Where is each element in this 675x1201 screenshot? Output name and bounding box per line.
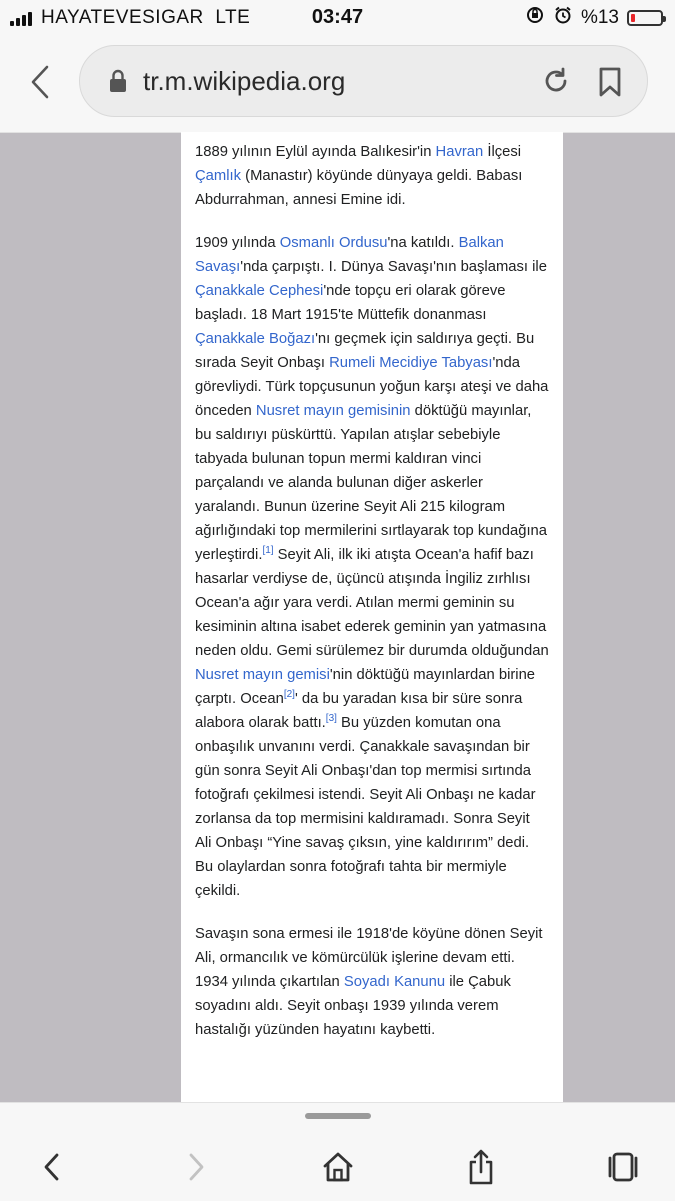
home-button[interactable] [318,1147,358,1187]
text-run: 'nin döktüğü mayınlardan birine çarptı. Ocean [195,667,536,707]
link-nusret-mayin-gemisinin[interactable]: Nusret mayın gemisinin [255,403,411,419]
drag-handle[interactable] [305,1113,371,1119]
chevron-left-icon [42,1152,62,1182]
link-canakkale-cephesi[interactable]: Çanakkale Cephesi [195,283,324,299]
alarm-icon [553,5,573,30]
status-time: 03:47 [311,6,364,28]
text-run: 'nde topçu eri olarak göreve başladı. 18 Mart 1915'te Müttefik donanması [195,283,506,323]
carrier-name: HAYATEVESIGAR [41,7,204,28]
network-type: LTE [215,7,251,28]
link-rumeli-mecidiye-tabyasi[interactable]: Rumeli Mecidiye Tabyası [329,355,493,371]
share-icon [466,1148,496,1186]
link-balkan-savasi[interactable]: Balkan Savaşı [195,235,504,275]
reference-1[interactable]: [1] [262,545,274,557]
nav-back-button[interactable] [32,1147,72,1187]
address-bar[interactable] [79,45,648,117]
reference-2[interactable]: [2] [283,689,295,701]
reload-icon[interactable] [541,66,571,101]
chevron-right-icon [186,1152,206,1182]
text-run: İlçesi [483,144,522,160]
link-canakkale-bogazi[interactable]: Çanakkale Boğazı [195,331,316,347]
text-run: (Manastır) köyünde dünyaya geldi. Babası Abdurrahman, annesi Emine idi. [195,168,523,208]
share-button[interactable] [461,1147,501,1187]
article-paragraph-later-life [181,922,563,1042]
tabs-button[interactable] [603,1147,643,1187]
tabs-icon [605,1151,641,1183]
orientation-lock-icon [525,5,545,30]
bookmark-icon[interactable] [597,66,623,103]
article-paragraph-war [181,231,563,903]
status-bar [0,0,675,40]
article-content [181,132,563,1102]
link-camlik[interactable]: Çamlık [195,168,242,184]
link-soyadi-kanunu[interactable]: Soyadı Kanunu [343,974,446,990]
text-run: 'nda görevliydi. Türk topçusunun yoğun karşı ateşi ve daha önceden [195,355,549,419]
text-run: Seyit Ali, ilk iki atışta Ocean'a hafif bazı hasarlar verdiyse de, üçüncü atışında İngiliz zırhlısı Ocean'a ağır yara verdi. Atılan mermi geminin su kesiminin altına isabet ederek geminin yan yatmasına neden oldu. Gemi sürülemez bir durumda olduğundan [195,547,549,659]
reference-3[interactable]: [3] [325,713,337,725]
battery-level-fill [631,14,635,22]
text-run: 1889 yılının Eylül ayında Balıkesir'in [195,144,436,160]
status-right-group [525,5,663,30]
text-run: 'nda çarpıştı. I. Dünya Savaşı'nın başlaması ile [240,259,547,275]
chevron-left-icon [29,64,51,100]
lock-icon [108,68,128,99]
text-run: ' da bu yaradan kısa bir süre sonra alabora olarak battı. [195,691,523,731]
link-havran[interactable]: Havran [435,144,484,160]
battery-icon [627,10,663,26]
url-text[interactable]: tr.m.wikipedia.org [143,66,346,96]
link-nusret-mayin-gemisi[interactable]: Nusret mayın gemisi [195,667,330,683]
link-osmanli-ordusu[interactable]: Osmanlı Ordusu [279,235,388,251]
text-run: döktüğü mayınlar, bu saldırıyı püskürttü. Yapılan atışlar sebebiyle tabyada bulunan topun mermi kaldıran vinci parçalandı ve alanda bulunan diğer askerler yaralandı. Bunun üzerine Seyit Ali 215 kilogram ağırlığındaki top mermilerini sırtlayarak top kundağına yerleştirdi. [195,403,548,563]
text-run: 'na katıldı. [387,235,459,251]
browser-bottom-bar [0,1102,675,1201]
text-run: Savaşın sona ermesi ile 1918'de köyüne dönen Seyit Ali, ormancılık ve kömürcülük işlerine devam etti. 1934 yılında çıkartılan [195,926,543,990]
article-paragraph-birth [181,140,563,212]
nav-forward-button[interactable] [176,1147,216,1187]
text-run: ile Çabuk soyadını aldı. Seyit onbaşı 1939 yılında verem hastalığı yüzünden hayatını kaybetti. [195,974,511,1038]
browser-toolbar [0,40,675,133]
text-run: Bu yüzden komutan ona onbaşılık unvanını verdi. Çanakkale savaşından bir gün sonra Seyit Ali Onbaşı'dan top mermisi sırtında fotoğrafı çekilmesi istendi. Seyit Ali Onbaşı ne kadar zorlansa da top mermisini kaldıramadı. Sonra Seyit Ali Onbaşı “Yine savaş çıksın, yine kaldırırım” dedi. Bu olaylardan sonra fotoğrafı tahta bir mermiyle çekildi. [195,715,536,899]
home-icon [321,1151,355,1183]
text-run: 'nı geçmek için saldırıya geçti. Bu sırada Seyit Onbaşı [195,331,535,371]
battery-percent: %13 [580,6,619,28]
address-bar-back-button[interactable] [24,62,56,102]
text-run: 1909 yılında [195,235,280,251]
